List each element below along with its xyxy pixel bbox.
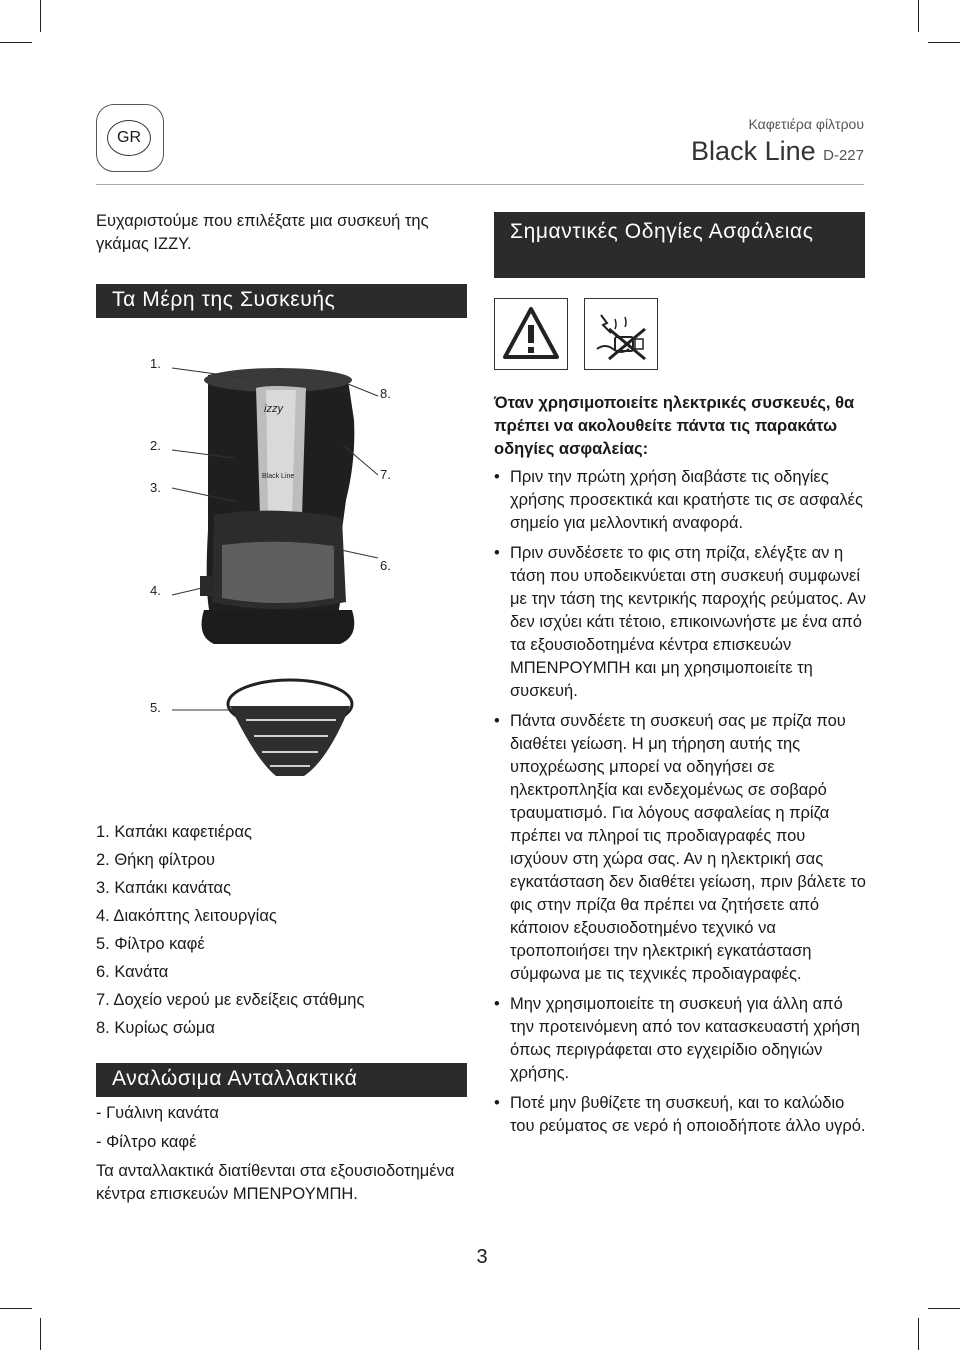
- spares-item: - Φίλτρο καφέ: [96, 1133, 197, 1151]
- machine-base: [202, 610, 355, 644]
- parts-section-title: Τα Μέρη της Συσκευής: [96, 284, 467, 318]
- callout-3: 3.: [150, 480, 161, 495]
- intro-text: Ευχαριστούμε που επιλέξατε μια συσκευή της γκάμας IZZY.: [96, 212, 429, 253]
- crop-mark: [0, 1308, 32, 1309]
- no-water-immersion-graphic: [585, 299, 657, 369]
- callout-2: 2.: [150, 438, 161, 453]
- spares-item: - Γυάλινη κανάτα: [96, 1104, 219, 1122]
- warning-triangle-graphic: [495, 299, 567, 369]
- callout-5: 5.: [150, 700, 161, 715]
- crop-mark: [918, 0, 919, 32]
- callout-6: 6.: [380, 558, 391, 573]
- parts-list: [96, 818, 468, 1042]
- safety-bullet: • Πριν την πρώτη χρήση διαβάστε τις οδηγίες χρήσης προσεκτικά και κρατήστε τις σε ασφαλές σημείο για μελλοντική αναφορά.: [494, 466, 866, 535]
- parts-list-item: 1. Καπάκι καφετιέρας: [96, 823, 252, 841]
- safety-bullet: • Μην χρησιμοποιείτε τη συσκευή για άλλη από την προτεινόμενη από τον κατασκευαστή χρήση όπως περιγράφεται στο εγχειρίδιο οδηγιών χρήσης.: [494, 993, 866, 1085]
- power-switch: [200, 576, 212, 596]
- callout-8: 8.: [380, 386, 391, 401]
- safety-section-title: Σημαντικές Οδηγίες Ασφάλειας: [494, 212, 865, 278]
- crop-mark: [928, 1308, 960, 1309]
- callout-4: 4.: [150, 583, 161, 598]
- language-badge-label: GR: [107, 120, 151, 156]
- parts-list-item: 7. Δοχείο νερού με ενδείξεις στάθμης: [96, 991, 365, 1009]
- model-number: D-227: [823, 147, 864, 164]
- parts-list-item: 4. Διακόπτης λειτουργίας: [96, 907, 277, 925]
- crop-mark: [918, 1318, 919, 1350]
- safety-bullet: • Πριν συνδέσετε το φις στη πρίζα, ελέγξτε αν η τάση που υποδεικνύεται στη συσκευή συμφωνεί με την τάση της κεντρικής παροχής ρεύματος. Αν δεν ισχύει κάτι τέτοιο, επικοινωνήστε με ένα από τα εξουσιοδοτημένα κέντρα επισκευών ΜΠΕΝΡΟΥΜΠΗ και μη χρησιμοποιείτε τη συσκευή.: [494, 542, 866, 703]
- callout-7: 7.: [380, 467, 391, 482]
- brand-logo: [691, 136, 864, 167]
- language-badge: [96, 104, 164, 172]
- crop-mark: [40, 1318, 41, 1350]
- parts-list-item: 5. Φίλτρο καφέ: [96, 935, 205, 953]
- coffee-maker-illustration: [96, 340, 468, 810]
- parts-list-item: 3. Καπάκι κανάτας: [96, 879, 232, 897]
- safety-bullet: • Ποτέ μην βυθίζετε τη συσκευή, και το καλώδιο του ρεύματος σε νερό ή οποιοδήποτε άλλο υγρό.: [494, 1092, 866, 1138]
- safety-bullet: • Πάντα συνδέετε τη συσκευή σας με πρίζα που διαθέτει γείωση. Η μη τήρηση αυτής της υποχρέωσης μπορεί να οδηγήσει σε ηλεκτροπληξία και ενδεχομένως σε σοβαρό τραυματισμό. Για λόγους ασφαλείας η πρίζα πρέπει να πληροί τις προδιαγραφές που ισχύουν στη χώρα σας. Αν η ηλεκτρική σας εγκατάσταση δεν διαθέτει γείωση, πριν βάλετε το φις στην πρίζα θα πρέπει να ζητήσετε από κάποιον εξουσιοδοτημένο τεχνικό να τροποποιήσει την ηλεκτρική εγκατάσταση σύμφωνα με τις τεχνικές προδιαγραφές.: [494, 710, 866, 986]
- parts-list-item: 2. Θήκη φίλτρου: [96, 851, 216, 869]
- product-subtitle: Καφετιέρα φίλτρου: [748, 116, 864, 132]
- parts-list-item: 6. Κανάτα: [96, 963, 169, 981]
- callout-1: 1.: [150, 356, 161, 371]
- crop-mark: [0, 42, 32, 43]
- spares-note: Τα ανταλλακτικά διατίθενται στα εξουσιοδοτημένα κέντρα επισκευών ΜΠΕΝΡΟΥΜΠΗ.: [96, 1162, 455, 1203]
- safety-bullets: [494, 466, 866, 1145]
- warning-triangle-icon: [494, 298, 568, 370]
- spares-content: [96, 1102, 468, 1212]
- brand-name: Black Line: [691, 136, 816, 166]
- carafe-glass: [222, 542, 334, 603]
- safety-intro: Όταν χρησιμοποιείτε ηλεκτρικές συσκευές, θα πρέπει να ακολουθείτε πάντα τις παρακάτω οδηγίες ασφαλείας:: [494, 394, 855, 458]
- no-water-immersion-icon: [584, 298, 658, 370]
- crop-mark: [40, 0, 41, 32]
- product-logo: izzy: [264, 403, 283, 415]
- product-brand: Black Line: [262, 473, 295, 480]
- header-divider: [96, 184, 864, 185]
- parts-list-item: 8. Κυρίως σώμα: [96, 1019, 215, 1037]
- leader-line-8: [348, 384, 378, 396]
- crop-mark: [928, 42, 960, 43]
- leader-line-4: [172, 588, 202, 595]
- spares-section-title: Αναλώσιμα Ανταλλακτικά: [96, 1063, 467, 1097]
- page-number: 3: [476, 1246, 488, 1268]
